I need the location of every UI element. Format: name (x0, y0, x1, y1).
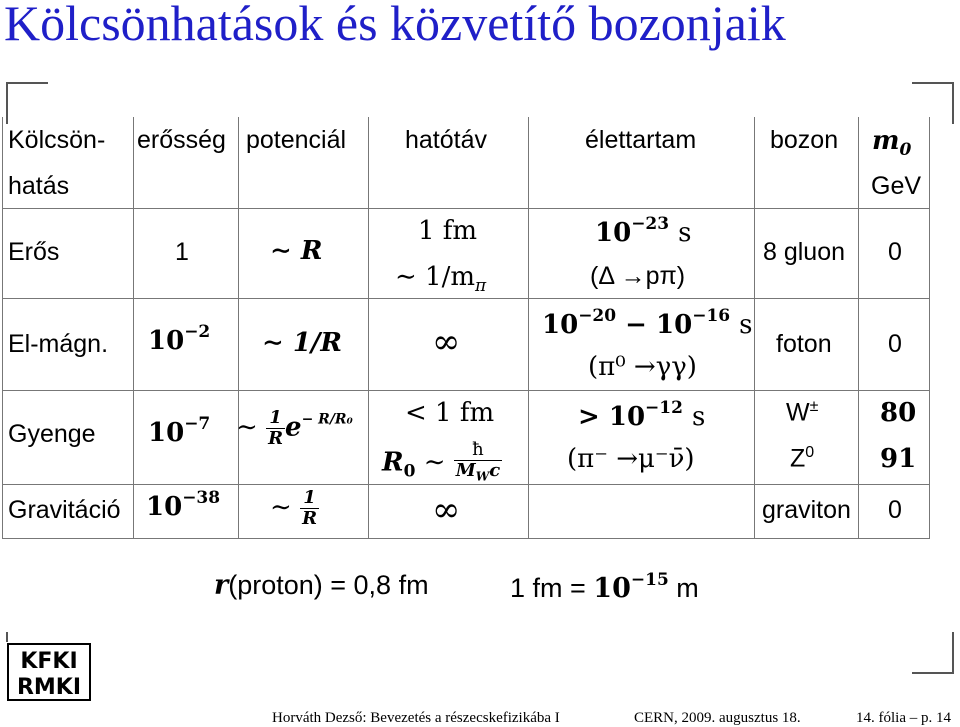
row-strong-name: Erős (8, 238, 60, 266)
row-strong-lifetime: $10^{-23}$ s (595, 214, 692, 248)
slide-title: Kölcsönhatások és közvetítő bozonjaik (4, 0, 786, 51)
row-weak-mass-z: 91 (880, 444, 917, 474)
row-weak-lifetime: > $10^{-12}$ s (578, 398, 706, 432)
header-strength: erősség (137, 126, 226, 154)
row-strong-strength: 1 (175, 238, 189, 266)
header-interaction-line2: hatás (8, 172, 70, 200)
header-interaction-line1: Kölcsön- (8, 126, 106, 154)
row-weak-decay: (π⁻ →μ⁻ν̄) (567, 444, 695, 474)
row-weak-range-line2: $R_0$ ∼ $\frac{ħ}{M_Wc}$ (382, 439, 501, 484)
header-mass: $m_0$ (872, 126, 912, 160)
header-potential: potenciál (246, 126, 347, 154)
row-em-boson: foton (776, 330, 832, 358)
row-gravity-potential: ∼ $\frac{1}{R}$ (270, 487, 318, 529)
frame-corner-top-right (912, 82, 954, 124)
footer-venue: CERN, 2009. augusztus 18. (634, 710, 801, 726)
frame-corner-bottom-right (912, 632, 954, 674)
slide-footer (0, 706, 960, 727)
row-strong-range-line2: ∼ $1/m_\pi$ (395, 262, 487, 296)
logo-line-1: KFKI (20, 649, 78, 674)
row-em-name: El-mágn. (8, 330, 109, 358)
kfki-rmki-logo (6, 642, 92, 702)
row-gravity-strength: $10^{-38}$ (146, 488, 221, 522)
row-weak-name: Gyenge (8, 420, 96, 448)
row-weak-range-line1: < 1 fm (405, 398, 495, 428)
row-gravity-mass: 0 (888, 496, 902, 524)
row-em-decay: (π⁰ →γγ) (588, 352, 697, 382)
header-boson: bozon (770, 126, 839, 154)
row-strong-decay: (Δ →pπ) (590, 262, 686, 290)
note-fm-definition: 1 fm = $10^{-15}$ m (510, 570, 699, 604)
row-strong-range-line1: 1 fm (418, 216, 478, 246)
row-em-potential: ∼ 1/R (262, 328, 343, 358)
row-weak-potential: ∼ $\frac{1}{R}$ $e^{- R/R_0}$ (236, 407, 353, 449)
row-strong-boson: 8 gluon (763, 238, 846, 266)
row-weak-boson-w: W± (786, 398, 819, 427)
row-strong-potential: ∼ R (270, 236, 323, 266)
row-em-mass: 0 (888, 330, 902, 358)
header-mass-unit: GeV (871, 172, 922, 200)
row-weak-mass-w: 80 (880, 398, 917, 428)
row-weak-boson-z: $Z^0$ (790, 444, 815, 473)
frame-corner-top-left (6, 82, 48, 124)
row-weak-strength: $10^{-7}$ (148, 414, 211, 448)
row-em-lifetime: $10^{-20} - 10^{-16}$ s (542, 306, 753, 340)
row-gravity-range: ∞ (432, 490, 461, 530)
row-em-range: ∞ (432, 322, 461, 362)
header-lifetime: élettartam (585, 126, 697, 154)
header-range: hatótáv (405, 126, 488, 154)
logo-line-2: RMKI (16, 675, 82, 700)
footer-author: Horváth Dezső: Bevezetés a részecskefizikába I (272, 710, 560, 726)
row-gravity-name: Gravitáció (8, 496, 121, 524)
row-gravity-boson: graviton (762, 496, 851, 524)
note-proton-radius: r(proton) = 0,8 fm (214, 570, 429, 601)
footer-page: 14. fólia – p. 14 (856, 710, 951, 726)
row-em-strength: $10^{-2}$ (148, 322, 211, 356)
row-strong-mass: 0 (888, 238, 902, 266)
